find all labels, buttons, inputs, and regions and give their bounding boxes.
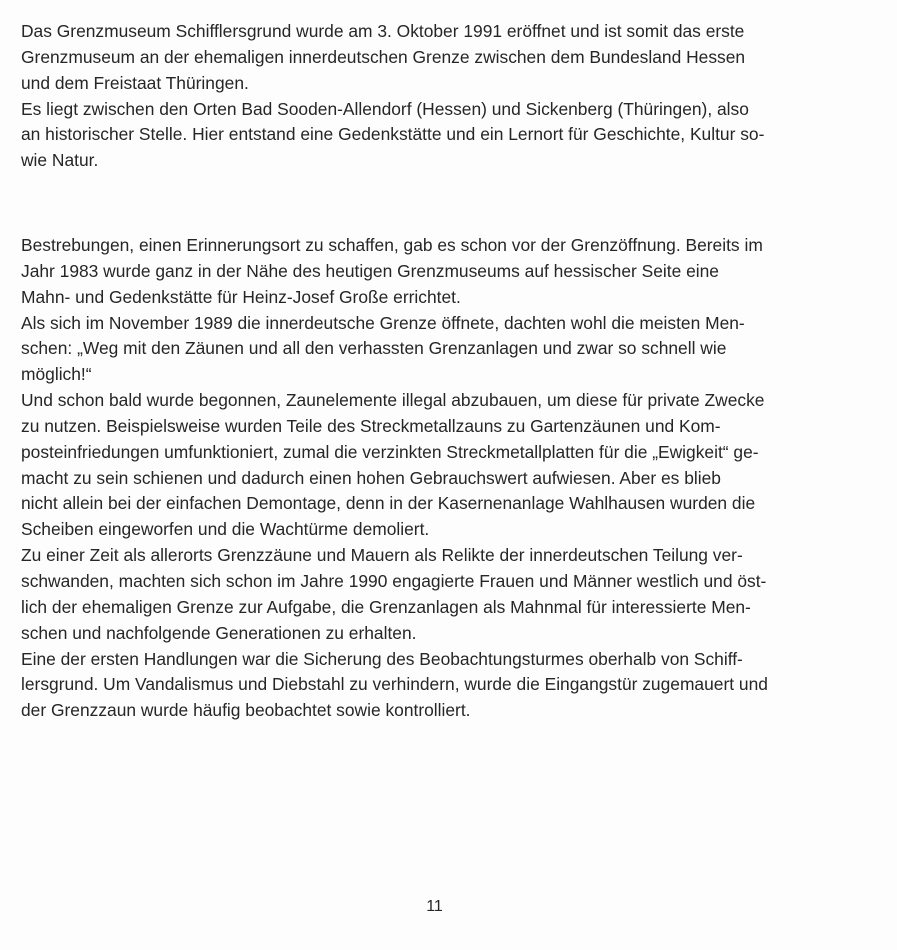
text-line: Zu einer Zeit als allerorts Grenzzäune und Mauern als Relikte der innerdeutschen Teilung ver- (21, 545, 743, 566)
text-line: nicht allein bei der einfachen Demontage, denn in der Kasernenanlage Wahlhausen wurden die (21, 493, 756, 514)
text-line: Es liegt zwischen den Orten Bad Sooden-Allendorf (Hessen) und Sickenberg (Thüringen), also (21, 98, 749, 119)
text-line: schen und nachfolgende Generationen zu erhalten. (21, 622, 417, 643)
text-line: wie Natur. (21, 150, 99, 171)
text-line: möglich!“ (21, 364, 92, 385)
paragraph-1 (21, 19, 881, 174)
text-line: Und schon bald wurde begonnen, Zaunelemente illegal abzubauen, um diese für private Zwecke (21, 390, 765, 411)
text-line: der Grenzzaun wurde häufig beobachtet sowie kontrolliert. (21, 700, 471, 721)
text-line: lersgrund. Um Vandalismus und Diebstahl zu verhindern, wurde die Eingangstür zugemauert und (21, 674, 768, 695)
text-line: Scheiben eingeworfen und die Wachtürme demoliert. (21, 519, 430, 540)
page-number: 11 (426, 898, 443, 915)
text-line: und dem Freistaat Thüringen. (21, 72, 249, 93)
paragraph-2 (21, 233, 881, 724)
text-line: Mahn- und Gedenkstätte für Heinz-Josef Große errichtet. (21, 286, 461, 307)
text-line: Grenzmuseum an der ehemaligen innerdeutschen Grenze zwischen dem Bundesland Hessen (21, 46, 746, 67)
text-line: Eine der ersten Handlungen war die Sicherung des Beobachtungsturmes oberhalb von Schiff- (21, 648, 743, 669)
text-line: Jahr 1983 wurde ganz in der Nähe des heutigen Grenzmuseums auf hessischer Seite eine (21, 260, 719, 281)
text-line: macht zu sein schienen und dadurch einen hohen Gebrauchswert aufwiesen. Aber es blieb (21, 467, 721, 488)
text-line: Als sich im November 1989 die innerdeutsche Grenze öffnete, dachten wohl die meisten Men- (21, 312, 745, 333)
text-line: an historischer Stelle. Hier entstand eine Gedenkstätte und ein Lernort für Geschichte, Kultur so- (21, 124, 765, 145)
text-line: Bestrebungen, einen Erinnerungsort zu schaffen, gab es schon vor der Grenzöffnung. Bereits im (21, 235, 763, 255)
text-line: zu nutzen. Beispielsweise wurden Teile des Streckmetallzauns zu Gartenzäunen und Kom- (21, 415, 721, 436)
text-line: Das Grenzmuseum Schifflersgrund wurde am 3. Oktober 1991 eröffnet und ist somit das erste (21, 21, 745, 41)
text-line: schen: „Weg mit den Zäunen und all den verhassten Grenzanlagen und zwar so schnell wie (21, 338, 727, 359)
text-line: posteinfriedungen umfunktioniert, zumal die verzinkten Streckmetallplatten für die „Ewigkeit“ ge- (21, 441, 759, 462)
text-line: lich der ehemaligen Grenze zur Aufgabe, die Grenzanlagen als Mahnmal für interessierte Men- (21, 596, 751, 617)
text-line: schwanden, machten sich schon im Jahre 1990 engagierte Frauen und Männer westlich und öst- (21, 570, 767, 591)
